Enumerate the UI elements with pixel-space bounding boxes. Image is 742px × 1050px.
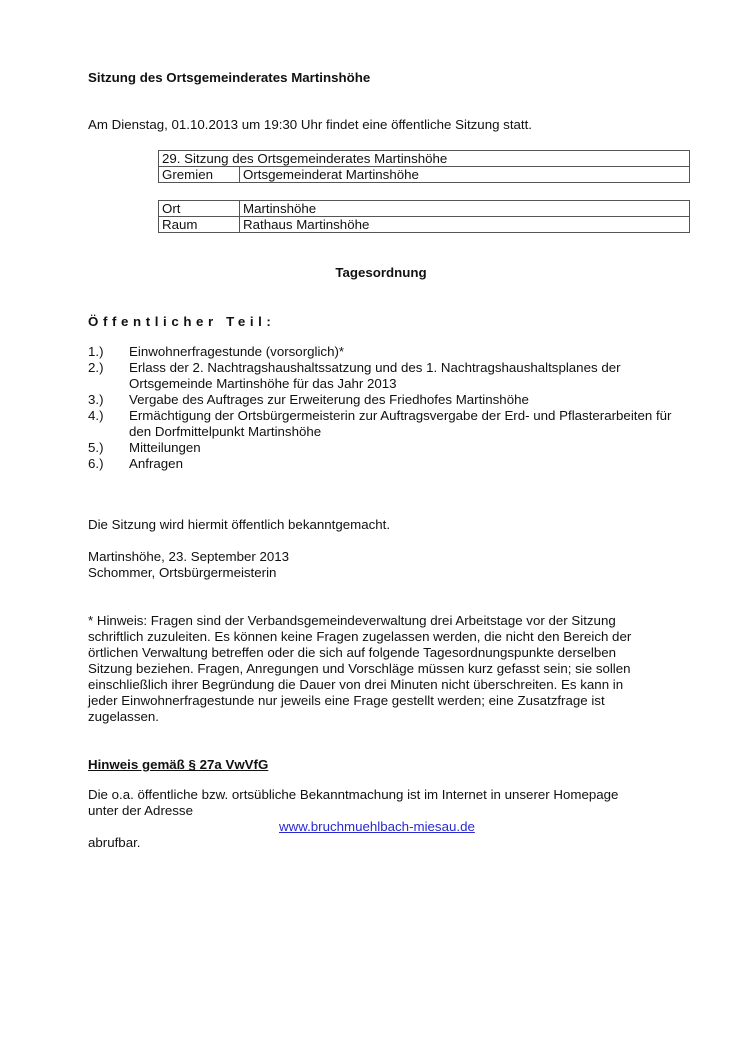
signature: Schommer, Ortsbürgermeisterin — [88, 565, 277, 580]
table-value: Rathaus Martinshöhe — [240, 217, 690, 233]
legal-notice-text: Die o.a. öffentliche bzw. ortsübliche Bekanntmachung ist im Internet in unserer Homepage unter der Adresse — [88, 787, 619, 818]
meeting-intro: Am Dienstag, 01.10.2013 um 19:30 Uhr findet eine öffentliche Sitzung statt. — [88, 117, 532, 132]
document-title: Sitzung des Ortsgemeinderates Martinshöhe — [88, 70, 371, 85]
agenda-item — [88, 344, 689, 360]
agenda-item-number: 4.) — [88, 408, 104, 423]
agenda-title: Tagesordnung — [335, 265, 427, 280]
agenda-list — [88, 344, 689, 472]
agenda-item-number: 6.) — [88, 456, 104, 471]
place-date: Martinshöhe, 23. September 2013 — [88, 549, 290, 564]
agenda-item-number: 2.) — [88, 360, 104, 375]
table-row — [159, 167, 690, 183]
footnote-text: * Hinweis: Fragen sind der Verbandsgemeindeverwaltung drei Arbeitstage vor der Sitzung schriftlich zuzuleiten. Es können keine Fragen zugelassen werden, die nicht den Bereich der örtlichen Verwaltung betreffen oder die sich auf folgende Tagesordnungspunkte derselben Sitzung beziehen. Fragen, Anregungen und Vorschläge müssen kurz gefasst sein; sie sollen einschließlich ihrer Begründung die Dauer von drei Minuten nicht überschreiten. Es kann in jeder Einwohnerfragestunde nur jeweils eine Frage gestellt werden; eine Zusatzfrage ist zugelassen. — [88, 613, 632, 724]
meeting-table-header: 29. Sitzung des Ortsgemeinderates Martinshöhe — [159, 151, 690, 167]
agenda-item — [88, 360, 689, 392]
meeting-table — [158, 150, 690, 183]
agenda-item-text: Vergabe des Auftrages zur Erweiterung des Friedhofes Martinshöhe — [129, 392, 529, 407]
table-label: Gremien — [159, 167, 240, 183]
agenda-item-number: 1.) — [88, 344, 104, 359]
table-value: Ortsgemeinderat Martinshöhe — [240, 167, 690, 183]
agenda-item-text: Mitteilungen — [129, 440, 201, 455]
table-label: Ort — [159, 201, 240, 217]
agenda-item — [88, 408, 689, 440]
agenda-item-text: Einwohnerfragestunde (vorsorglich)* — [129, 344, 345, 359]
agenda-section-heading: Öffentlicher Teil: — [88, 314, 276, 329]
agenda-item-number: 3.) — [88, 392, 104, 407]
agenda-item — [88, 456, 689, 472]
location-table — [158, 200, 690, 233]
agenda-item — [88, 440, 689, 456]
agenda-item-text: Ermächtigung der Ortsbürgermeisterin zur Auftragsvergabe der Erd- und Pflasterarbeiten für den Dorfmittelpunkt Martinshöhe — [129, 408, 672, 439]
table-label: Raum — [159, 217, 240, 233]
legal-notice-suffix: abrufbar. — [88, 835, 141, 850]
announcement-text: Die Sitzung wird hiermit öffentlich bekanntgemacht. — [88, 517, 391, 532]
agenda-item-text: Anfragen — [129, 456, 183, 471]
table-row — [159, 217, 690, 233]
agenda-item — [88, 392, 689, 408]
homepage-link[interactable]: www.bruchmuehlbach-miesau.de — [279, 819, 475, 834]
agenda-item-text: Erlass der 2. Nachtragshaushaltssatzung und des 1. Nachtragshaushaltsplanes der Ortsgemeinde Martinshöhe für das Jahr 2013 — [129, 360, 621, 391]
table-header-row — [159, 151, 690, 167]
table-value: Martinshöhe — [240, 201, 690, 217]
legal-notice-heading: Hinweis gemäß § 27a VwVfG — [88, 757, 269, 772]
agenda-item-number: 5.) — [88, 440, 104, 455]
table-row — [159, 201, 690, 217]
